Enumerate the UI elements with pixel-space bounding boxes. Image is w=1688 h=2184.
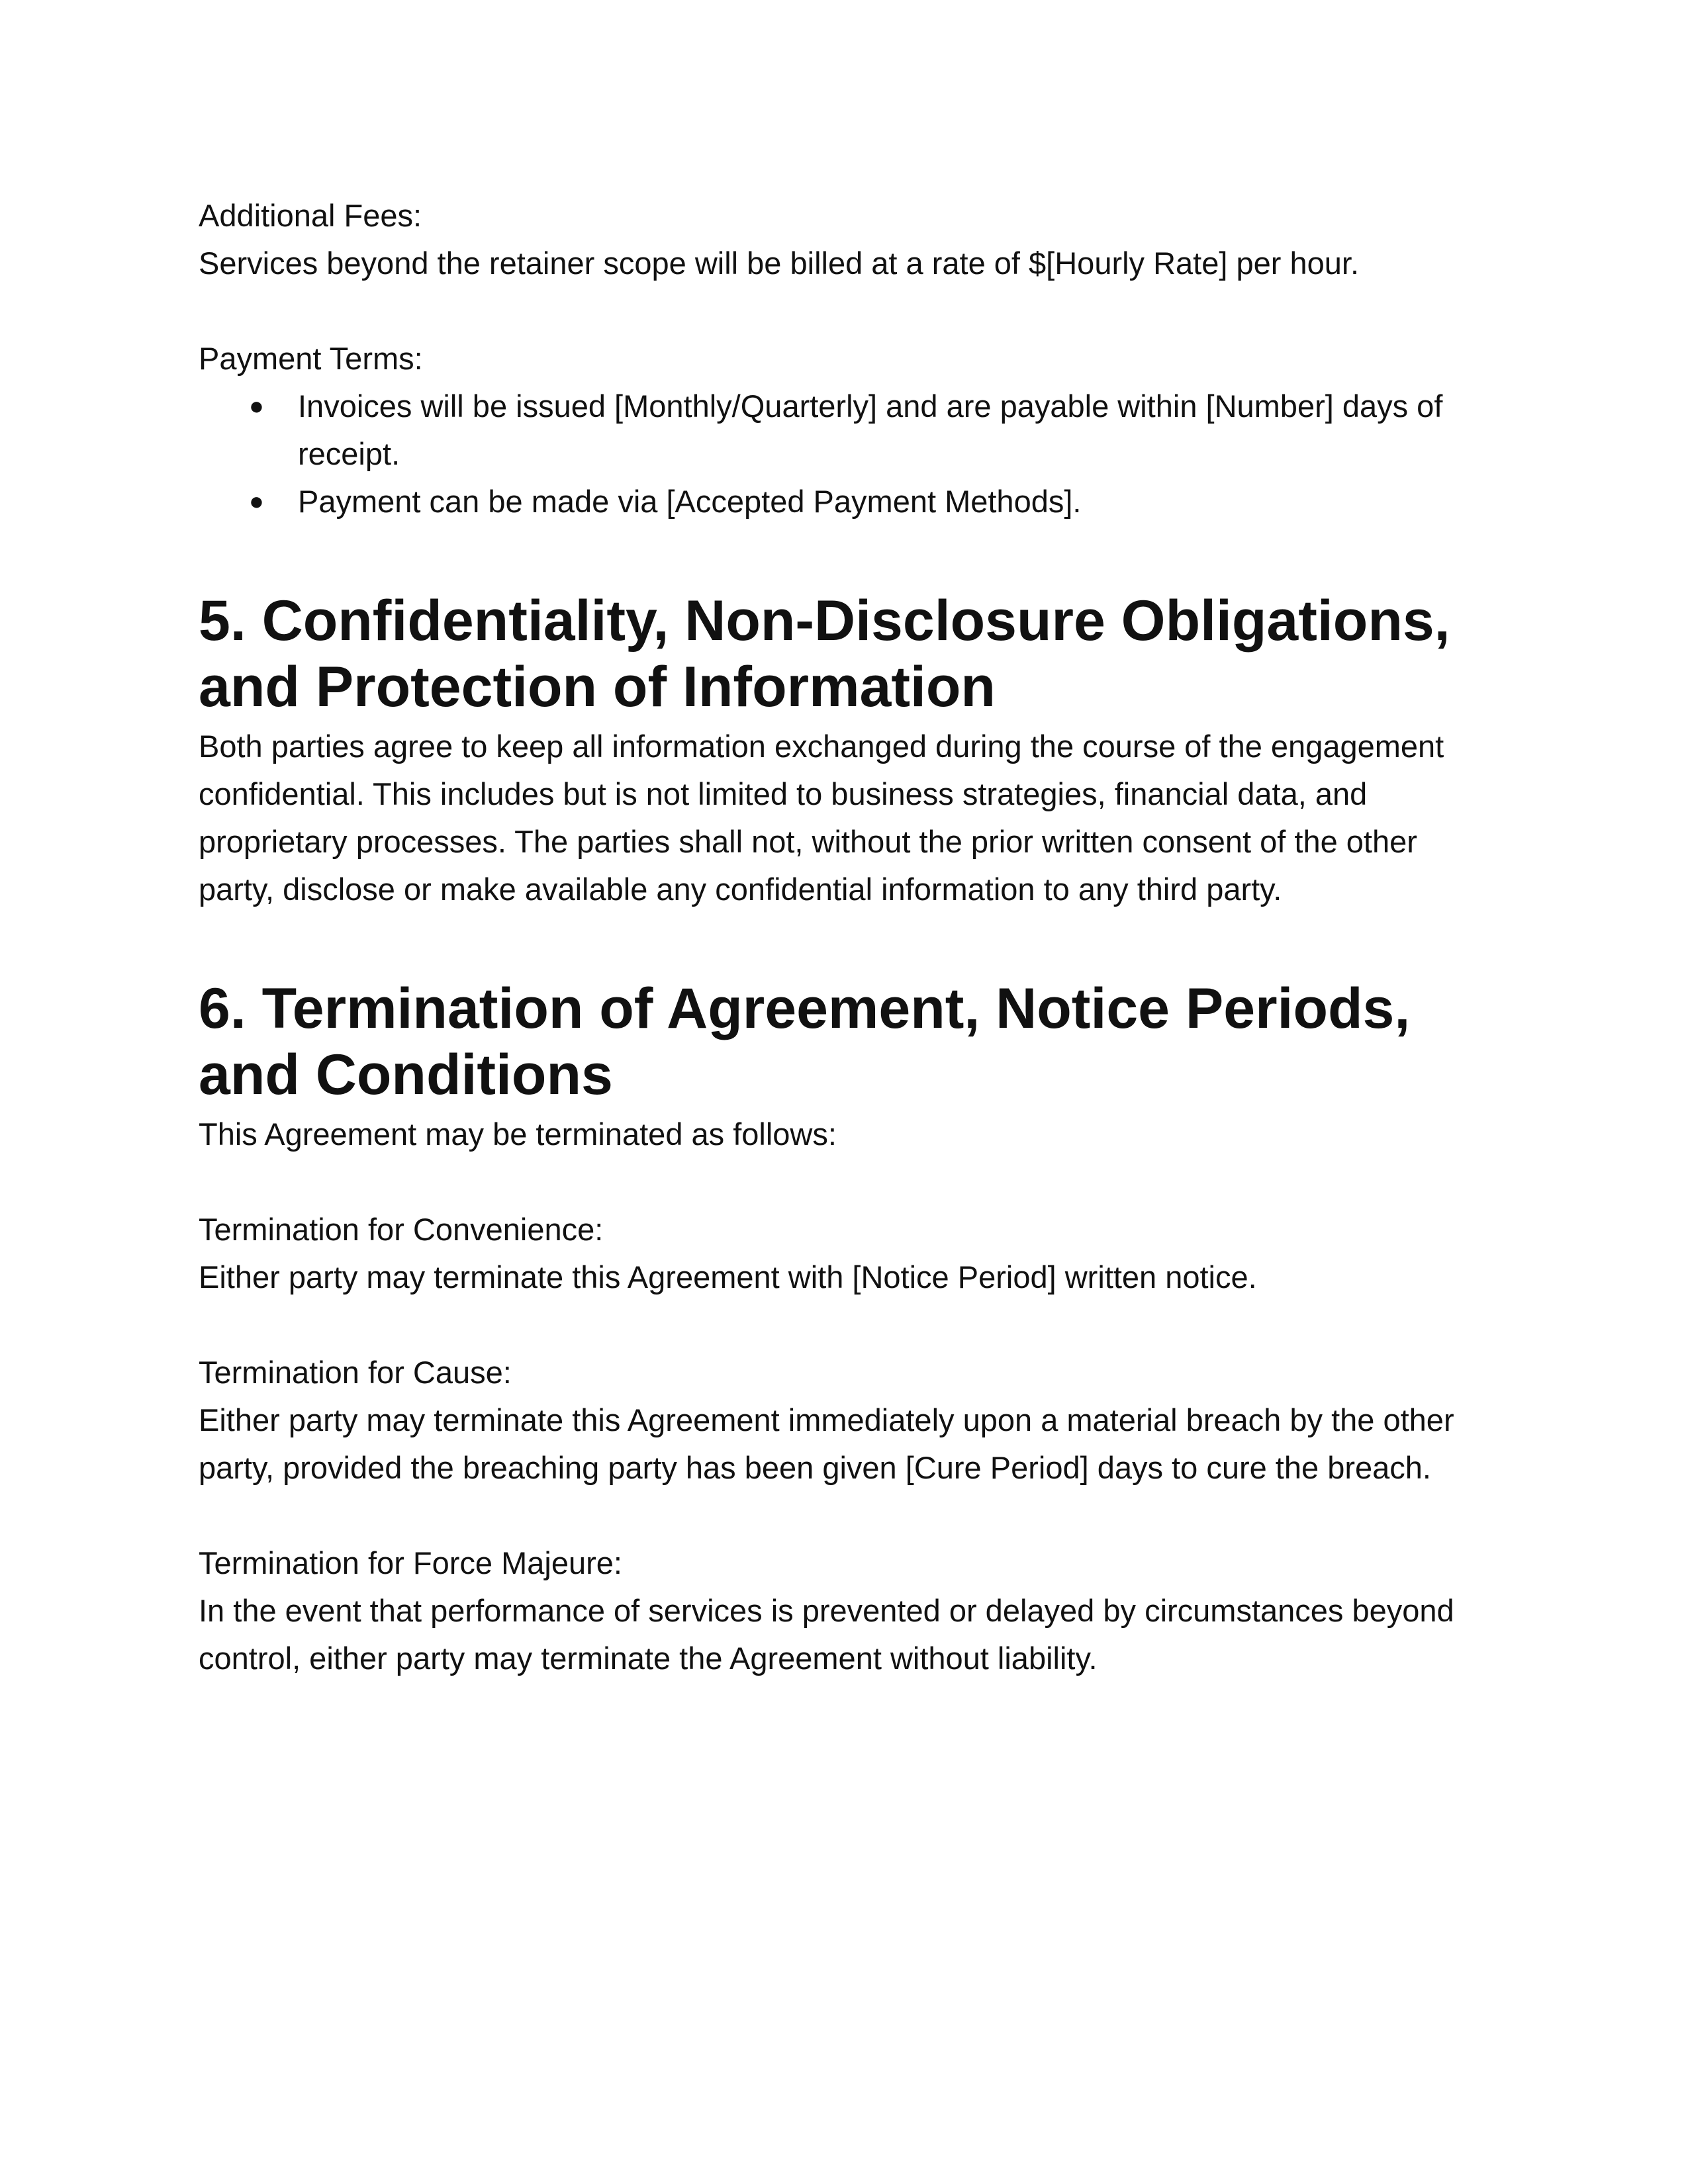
section-5-heading: 5. Confidentiality, Non-Disclosure Obligations, and Protection of Information (199, 589, 1450, 719)
spacer (199, 1301, 1496, 1349)
list-item (199, 383, 1496, 478)
bullet-icon: ● (249, 392, 264, 420)
bullet-icon: ● (249, 488, 264, 516)
termination-convenience-text: Either party may terminate this Agreement with [Notice Period] written notice. (199, 1259, 1257, 1295)
document-page (199, 192, 1496, 1682)
additional-fees-text: Services beyond the retainer scope will be billed at a rate of $[Hourly Rate] per hour. (199, 246, 1360, 281)
termination-force-majeure-text: In the event that performance of services is prevented or delayed by circumstances beyond control, either party may terminate the Agreement without liability. (199, 1593, 1454, 1676)
termination-cause-text: Either party may terminate this Agreement immediately upon a material breach by the other party, provided the breaching party has been given [Cure Period] days to cure the breach. (199, 1402, 1454, 1485)
section-6-heading: 6. Termination of Agreement, Notice Periods, and Conditions (199, 977, 1411, 1107)
termination-cause-label: Termination for Cause: (199, 1355, 512, 1390)
list-item-text: Invoices will be issued [Monthly/Quarterly] and are payable within [Number] days of receipt. (298, 388, 1443, 471)
section-6-intro: This Agreement may be terminated as follows: (199, 1116, 837, 1152)
payment-terms-list (199, 383, 1496, 525)
termination-convenience-label: Termination for Convenience: (199, 1212, 604, 1247)
termination-force-majeure-label: Termination for Force Majeure: (199, 1545, 622, 1580)
list-item-text: Payment can be made via [Accepted Payment Methods]. (298, 484, 1082, 519)
spacer (199, 287, 1496, 335)
spacer (199, 525, 1496, 588)
spacer (199, 1492, 1496, 1539)
spacer (199, 913, 1496, 976)
payment-terms-label: Payment Terms: (199, 341, 423, 376)
section-5-text: Both parties agree to keep all information exchanged during the course of the engagement confidential. This includes but is not limited to business strategies, financial data, and proprietary processes. The parties shall not, without the prior written consent of the other party, disclose or make available any confidential information to any third party. (199, 729, 1444, 907)
additional-fees-label: Additional Fees: (199, 198, 422, 233)
spacer (199, 1158, 1496, 1206)
list-item (199, 478, 1496, 525)
